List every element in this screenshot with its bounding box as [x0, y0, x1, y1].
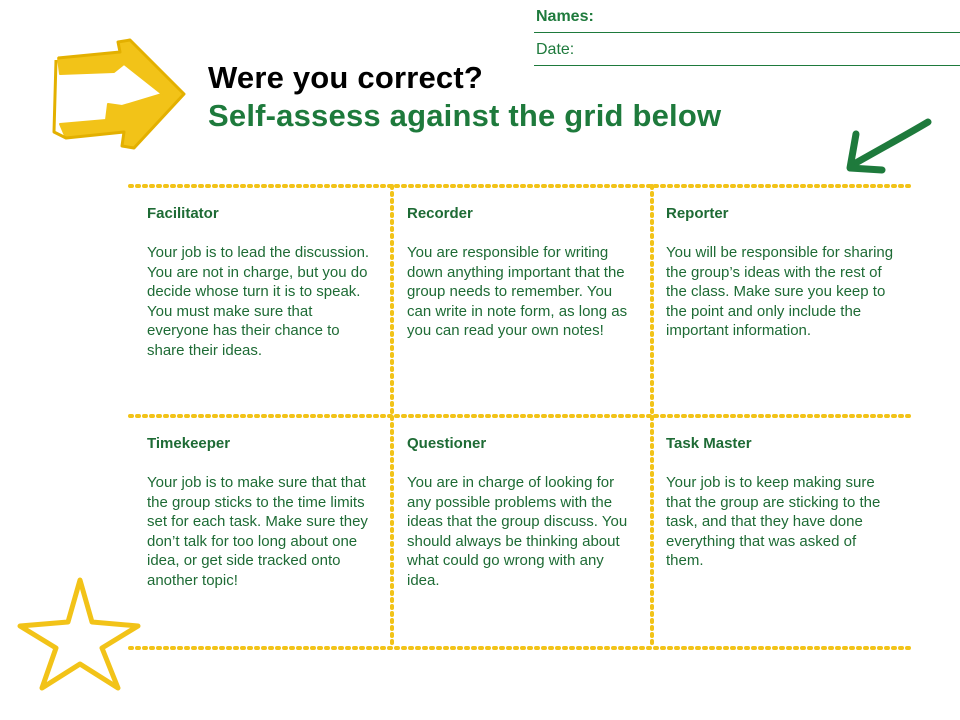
date-label: Date:	[536, 41, 575, 58]
role-title: Facilitator	[147, 205, 219, 222]
role-description: Your job is to keep making sure that the group are sticking to the task, and that they have done everything that was asked of them.	[666, 474, 881, 569]
names-date-box	[534, 0, 960, 66]
role-cell-questioner	[407, 434, 635, 590]
role-cell-recorder	[407, 204, 635, 341]
role-description: Your job is to lead the discussion. You are not in charge, but you do decide whose turn it is to speak. You must make sure that everyone has their chance to share their ideas.	[147, 244, 370, 359]
role-title: Recorder	[407, 205, 473, 222]
role-title: Questioner	[407, 435, 487, 452]
role-title: Task Master	[666, 435, 752, 452]
names-label: Names:	[536, 8, 594, 25]
arrow-right-icon	[44, 36, 189, 156]
names-line[interactable]	[534, 0, 960, 33]
role-description: You are responsible for writing down anything important that the group needs to remember. You can write in note form, as long as you can read your own notes!	[407, 244, 628, 339]
role-cell-facilitator	[147, 204, 375, 360]
role-description: You will be responsible for sharing the group’s ideas with the rest of the class. Make sure you keep to the point and only include the important information.	[666, 244, 894, 339]
role-cell-task-master	[666, 434, 894, 571]
page-title: Were you correct?	[208, 60, 484, 95]
role-description: You are in charge of looking for any possible problems with the ideas that the group discuss. You should always be thinking about what could go wrong with any idea.	[407, 474, 628, 589]
role-cell-reporter	[666, 204, 894, 341]
role-title: Timekeeper	[147, 435, 231, 452]
date-line[interactable]	[534, 33, 960, 66]
role-description: Your job is to make sure that that the group sticks to the time limits set for each task. Make sure they don’t talk for too long about one idea, or get side tracked onto another topic!	[147, 474, 368, 589]
role-title: Reporter	[666, 205, 729, 222]
role-cell-timekeeper	[147, 434, 375, 590]
arrow-down-left-icon	[842, 116, 934, 176]
star-icon	[10, 574, 150, 694]
page-subtitle: Self-assess against the grid below	[208, 98, 722, 133]
